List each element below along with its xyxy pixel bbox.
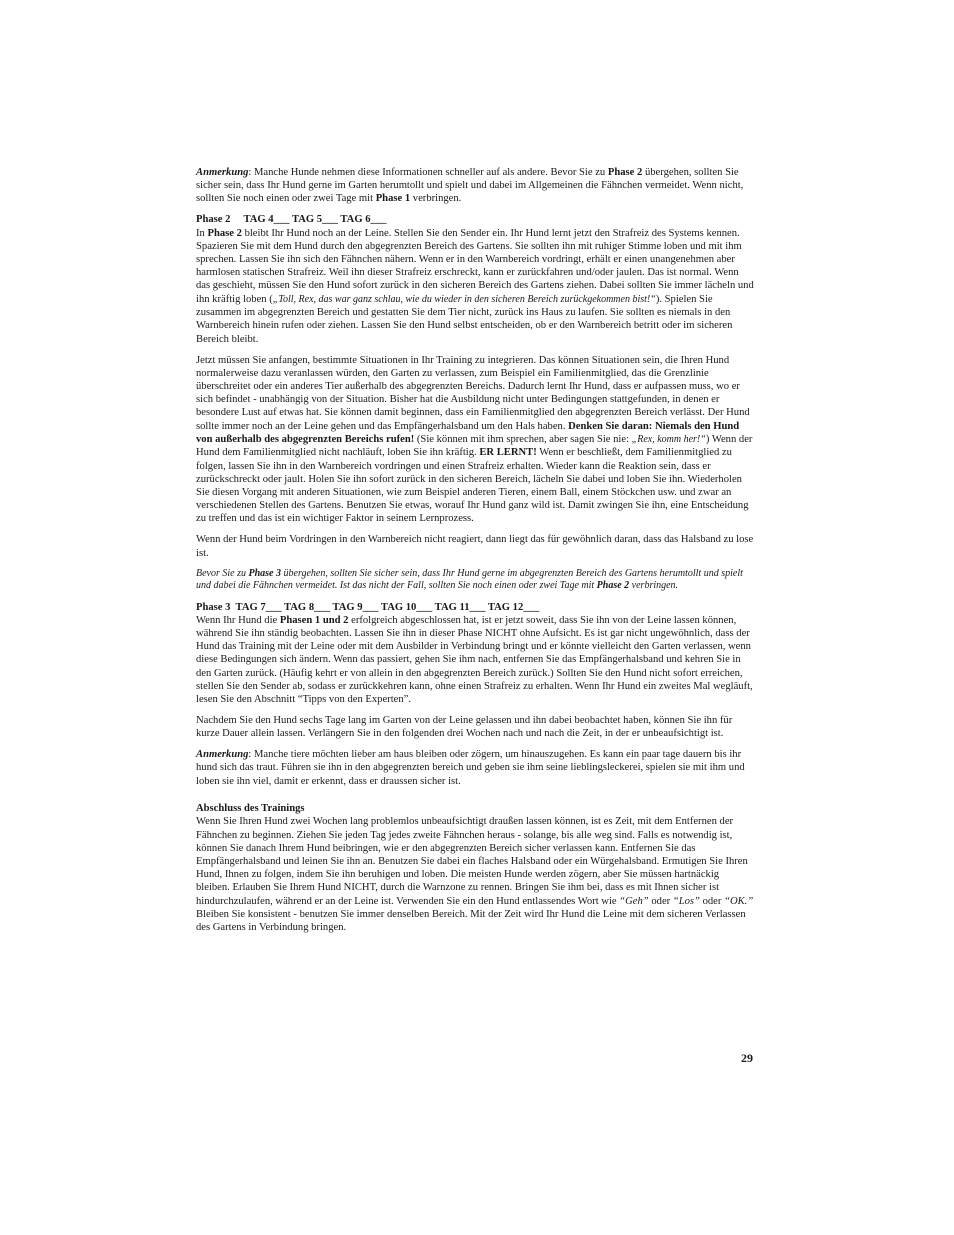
page-number: 29 xyxy=(741,1051,753,1065)
phase2-paragraph-1: In Phase 2 bleibt Ihr Hund noch an der Leine. Stellen Sie den Sender ein. Ihr Hund lernt jetzt den Strafreiz des Systems kennen. Spazieren Sie mit dem Hund durch den abgegrenzten Bereich des Gartens. Sie sollten ihn mit ruhiger Stimme loben und mit ihm sprechen. Lassen Sie ihn sich den Fähnchen nähern. Wenn er in den Warnbereich vordringt, erhält er einen unangenehmen aber harmlosen statischen Strafreiz. Weil ihn dieser Strafreiz erschreckt, kann er zurückfahren und/oder jaulen. Das ist normal. Wenn das geschieht, müssen Sie den Hund sofort zurück in den sicheren Bereich des Gartens ziehen. Dabei sollten Sie immer lächeln und ihn kräftig loben („Toll, Rex, das war ganz schlau, wie du wieder in den sicheren Bereich zurückgekommen bist!“). Spielen Sie zusammen im abgegrenzten Bereich und gestatten Sie dem Tier nicht, zurück ins Haus zu laufen. Sie sollten es niemals in den Warnbereich hinein rufen oder ziehen. Lassen Sie den Hund selbst entscheiden, ob er den Warnbereich betritt oder im sicheren Bereich bleibt. xyxy=(196,227,754,345)
abschluss-paragraph: Wenn Sie Ihren Hund zwei Wochen lang problemlos unbeaufsichtigt draußen lassen können, ist es Zeit, mit dem Entfernen der Fähnchen zu beginnen. Ziehen Sie jeden Tag jedes zweite Fähnchen heraus - solange, bis alle weg sind. Falls es notwendig ist, können Sie danach Ihrem Hund beibringen, wie er den abgegrenzten Bereich sicher verlassen kann. Entfernen Sie das Empfängerhalsband und leinen Sie ihn an. Benutzen Sie dabei ein flaches Halsband oder ein Würgehalsband. Ermutigen Sie Ihren Hund, Ihnen zu folgen, indem Sie ihn beruhigen und loben. Die meisten Hunde werden zögern, aber Sie müssen hartnäckig bleiben. Erlauben Sie Ihrem Hund NICHT, durch die Warnzone zu rennen. Bringen Sie ihm bei, dass es mit Ihnen sicher ist hindurchzulaufen, während er an der Leine ist. Verwenden Sie ein den Hund entlassendes Wort wie “Geh” oder “Los” oder “OK.” Bleiben Sie konsistent - benutzen Sie immer denselben Bereich. Mit der Zeit wird Ihr Hund die Leine mit dem sicheren Verlassen des Gartens in Verbindung bringen. xyxy=(196,816,754,934)
phase3-paragraph-2: Nachdem Sie den Hund sechs Tage lang im Garten von der Leine gelassen und ihn dabei beobachtet haben, können Sie ihn für kurze Dauer allein lassen. Verlängern Sie in den folgenden drei Wochen nach und nach die Zeit, in der er unbeaufsichtigt ist. xyxy=(196,715,733,740)
page-body xyxy=(196,166,754,942)
phase3-paragraph-1: Wenn Ihr Hund die Phasen 1 und 2 erfolgreich abgeschlossen hat, ist er jetzt soweit, dass Sie ihn von der Leine lassen können, während Sie ihn ständig beobachten. Lassen Sie ihn in dieser Phase NICHT ohne Aufsicht. Es ist gar nicht ungewöhnlich, dass der Hund das Training mit der Leine oder mit dem Ausbilder in Verbindung bringt und er könnte vielleicht den Garten verlassen, wenn diese Bedingungen sich ändern. Wenn das passiert, gehen Sie ihm nach, entfernen Sie das Empfängerhalsband und kehren Sie in den Garten zurück. (Häufig kehrt er von allein in den abgegrenzten Bereich zurück.) Sollten Sie den Hund nicht sofort erreichen, stellen Sie den Sender ab, sodass er zurückkehren kann, ohne einen Strafreiz zu erhalten. Wenn Ihr Hund ein zweites Mal wegläuft, lesen Sie den Abschnitt “Tipps von den Experten”. xyxy=(196,614,753,706)
note-phase1: Anmerkung: Manche Hunde nehmen diese Informationen schneller auf als andere. Bevor Sie zu Phase 2 übergehen, sollten Sie sicher sein, dass Ihr Hund gerne im Garten herumtollt und spielt und dabei im Allgemeinen die Fähnchen vermeidet. Wenn nicht, sollten Sie noch einen oder zwei Tage mit Phase 1 verbringen. xyxy=(196,167,744,205)
abschluss-heading: Abschluss des Trainings xyxy=(196,803,305,815)
phase2-paragraph-3: Wenn der Hund beim Vordringen in den Warnbereich nicht reagiert, dann liegt das für gewöhnlich daran, dass das Halsband zu lose ist. xyxy=(196,534,754,559)
phase3-heading: Phase 3 TAG 7___ TAG 8___ TAG 9___ TAG 10___ TAG 11___ TAG 12___ xyxy=(196,601,540,613)
note-label: Anmerkung xyxy=(196,167,249,178)
phase3-note: Anmerkung: Manche tiere möchten lieber am haus bleiben oder zögern, um hinauszugehen. Es kann ein paar tage dauern bis ihr hund sich das traut. Führen sie ihn in den abgegrenzten bereich und geben sie ihm seine lieblingsleckerei, spielen sie mit ihm und loben sie ihn viel, damit er erkennt, dass er draussen sicher ist. xyxy=(196,749,745,787)
phase2-paragraph-2: Jetzt müssen Sie anfangen, bestimmte Situationen in Ihr Training zu integrieren. Das können Situationen sein, die Ihren Hund normalerweise dazu veranlassen würden, den Garten zu verlassen, zum Beispiel ein Familienmitglied, das die Grenzlinie überschreitet oder ein anderes Tier außerhalb des abgegrenzten Bereichs. Dadurch lernt Ihr Hund, dass er aufpassen muss, wo er sich befindet - unabhängig von der Situation. Bisher hat die Ausbildung nicht unter Bedingungen stattgefunden, in denen er besondere Lust auf etwas hat. Sie können damit beginnen, dass ein Familienmitglied den abgegrenzten Bereich verlässt. Der Hund sollte immer noch an der Leine gehen und das Empfängerhalsband um den Hals haben. Denken Sie daran: Niemals den Hund von außerhalb des abgegrenzten Bereichs rufen! (Sie können mit ihm sprechen, aber sagen Sie nie: „Rex, komm her!“) Wenn der Hund dem Familienmitglied nicht nachläuft, loben Sie ihn kräftig. ER LERNT! Wenn er beschließt, dem Familienmitglied zu folgen, lassen Sie ihn in den Warnbereich vordringen und einen Strafreiz erhalten. Wieder kann die Reaktion sein, dass er zurückschreckt oder jault. Holen Sie ihn sofort zurück in den sicheren Bereich, lächeln Sie dabei und loben Sie ihn. Wiederholen Sie diesen Vorgang mit anderen Situationen, wie zum Beispiel anderen Tieren, einem Ball, einem Stöckchen usw. und zwar an verschiedenen Stellen des Gartens. Benutzen Sie etwas, worauf Ihr Hund ganz wild ist. Damit zwingen Sie ihn, eine Entscheidung zu treffen und das ist ein wichtiger Faktor in seinem Lernprozess. xyxy=(196,354,753,525)
phase2-note-italic: Bevor Sie zu Phase 3 übergehen, sollten Sie sicher sein, dass Ihr Hund gerne im abgegrenzten Bereich des Gartens herumtollt und spielt und dabei die Fähnchen vermeidet. Ist das nicht der Fall, sollten Sie noch einen oder zwei Tage mit Phase 2 verbringen. xyxy=(196,567,743,592)
phase2-heading: Phase 2 TAG 4___ TAG 5___ TAG 6___ xyxy=(196,214,387,226)
